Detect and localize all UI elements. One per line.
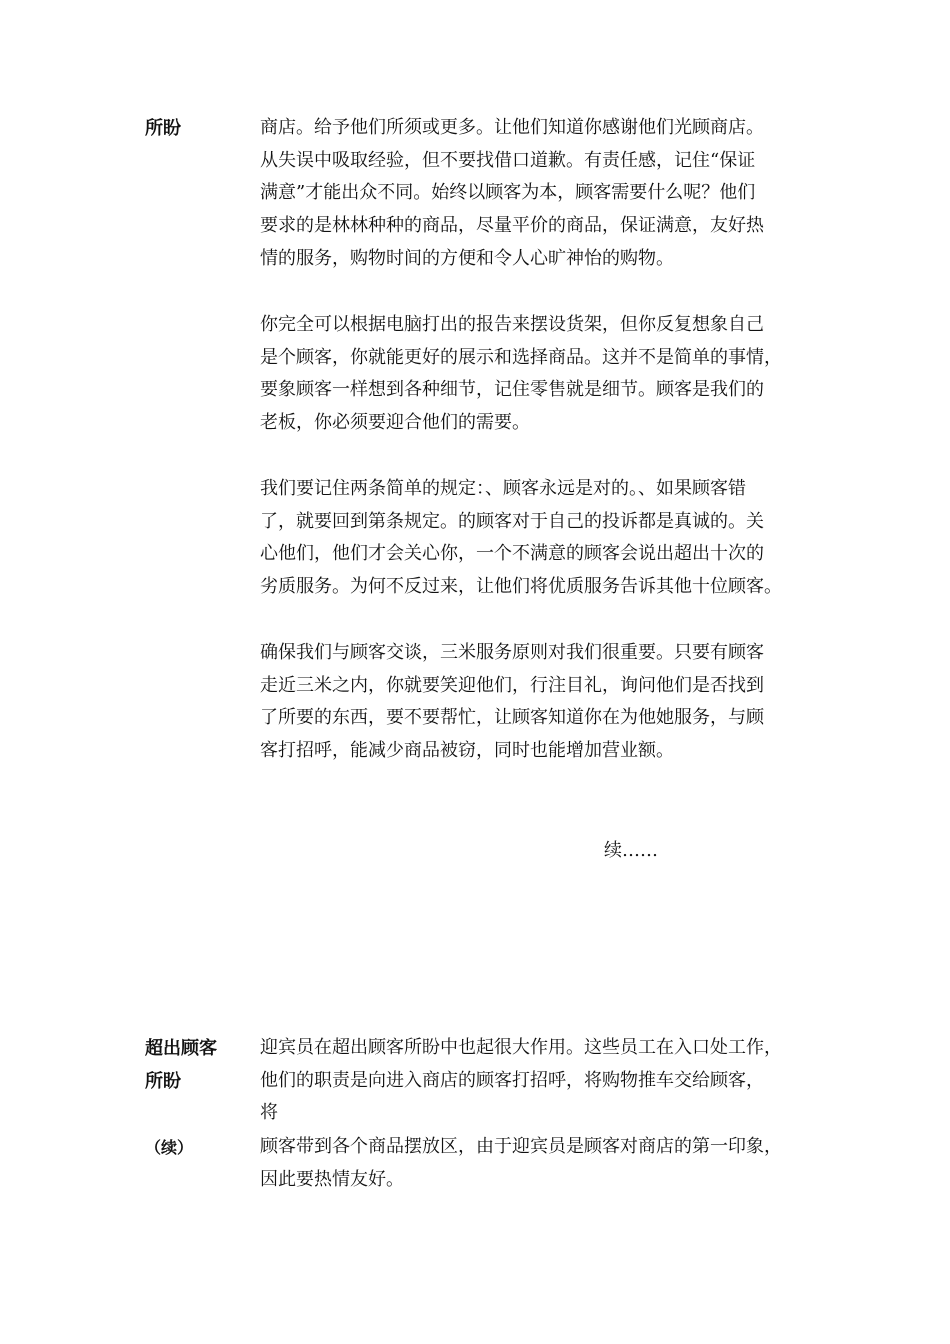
paragraph-1: 商店。给予他们所须或更多。让他们知道你感谢他们光顾商店。 从失误中吸取经验，但不要找借口道歉。有责任感，记住“保证 满意”才能出众不同。始终以顾客为本，顾客需要什么呢？他们 要求的是林林种种的商品，尽量平价的商品，保证满意，友好热 情的服务，购物时间的方便和令人心旷神怡的购物。 <box>260 117 764 269</box>
paragraph-6: 顾客带到各个商品摆放区，由于迎宾员是顾客对商店的第一印象， 因此要热情友好。 <box>260 1136 782 1190</box>
paragraph-5: 迎宾员在超出顾客所盼中也起很大作用。这些员工在入口处工作， 他们的职责是向进入商店的顾客打招呼，将购物推车交给顾客， 将 <box>260 1037 782 1124</box>
continued-marker: 续…… <box>604 840 658 861</box>
paragraph-2: 你完全可以根据电脑打出的报告来摆设货架，但你反复想象自己 是个顾客，你就能更好的展示和选择商品。这并不是简单的事情， 要象顾客一样想到各种细节，记住零售就是细节。顾客是我们的 老板，你必须要迎合他们的需要。 <box>260 314 782 434</box>
paragraph-4: 确保我们与顾客交谈，三米服务原则对我们很重要。只要有顾客 走近三米之内，你就要笑迎他们，行注目礼，询问他们是否找到 了所要的东西，要不要帮忙，让顾客知道你在为他她服务，与顾 客打招呼，能减少商品被窃，同时也能增加营业额。 <box>260 642 764 762</box>
paragraph-3: 我们要记住两条简单的规定：、顾客永远是对的。、如果顾客错 了，就要回到第条规定。的顾客对于自己的投诉都是真诚的。关 心他们，他们才会关心你，一个不满意的顾客会说出超出十次的 劣质服务。为何不反过来，让他们将优质服务告诉其他十位顾客。 <box>260 478 782 598</box>
section-label: 所盼 <box>145 118 181 139</box>
section-label-subtitle: 所盼 <box>145 1071 181 1092</box>
section-label-title: 超出顾客 <box>145 1038 217 1059</box>
section-label-continued: （续） <box>145 1138 194 1157</box>
